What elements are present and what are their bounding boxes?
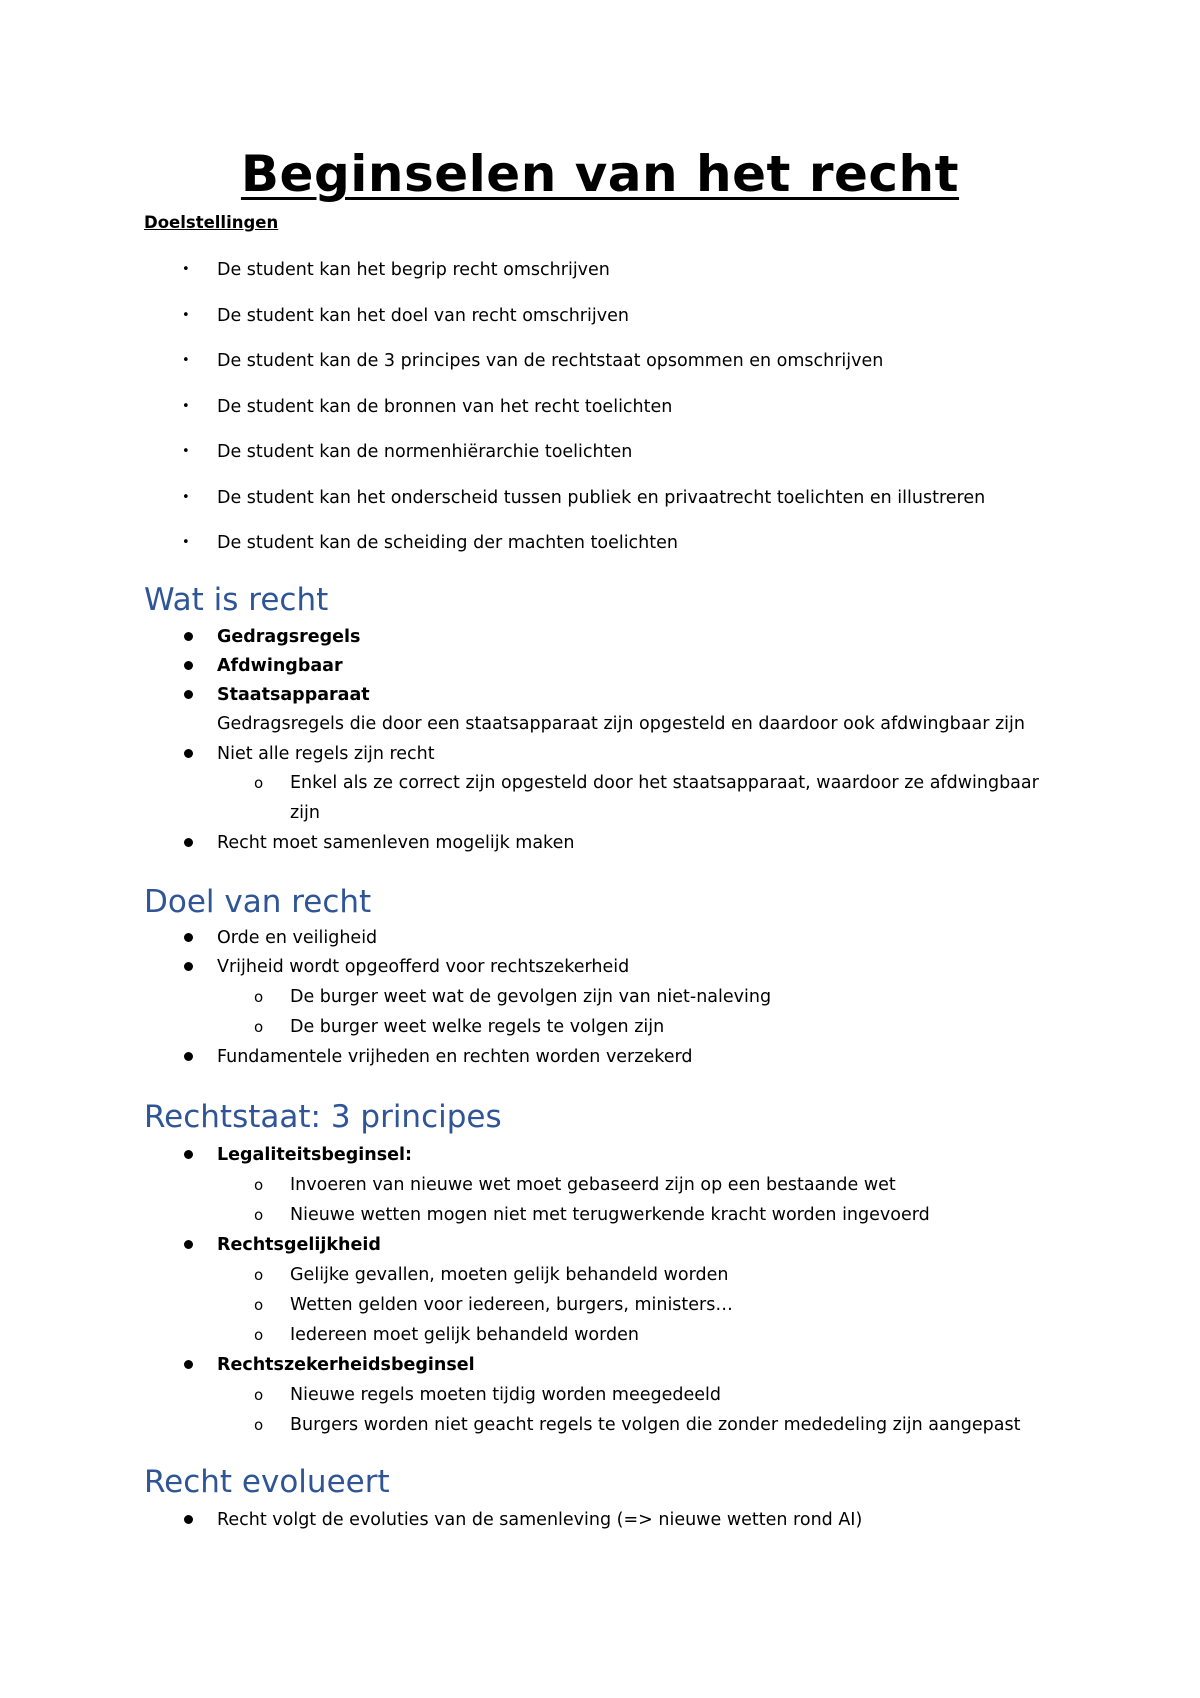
sub-list-item: Invoeren van nieuwe wet moet gebaseerd zijn op een bestaande wet xyxy=(290,1175,896,1195)
sub-list-item: De burger weet welke regels te volgen zijn xyxy=(290,1017,665,1037)
sub-bullet-glyph: o xyxy=(254,1018,264,1036)
sub-list-item: Burgers worden niet geacht regels te volgen die zonder mededeling zijn aangepast xyxy=(290,1415,1021,1435)
sub-bullet-glyph: o xyxy=(254,988,264,1006)
bullet-glyph: • xyxy=(182,262,190,277)
bullet-dot xyxy=(184,1240,193,1249)
bullet-dot xyxy=(184,838,193,847)
sub-list-item-cont: zijn xyxy=(290,803,321,823)
list-item: Recht moet samenleven mogelijk maken xyxy=(217,833,575,853)
sub-list-item: Enkel als ze correct zijn opgesteld door het staatsapparaat, waardoor ze afdwingbaar xyxy=(290,773,1039,793)
sub-list-item: Nieuwe regels moeten tijdig worden meegedeeld xyxy=(290,1385,721,1405)
sub-bullet-glyph: o xyxy=(254,1326,264,1344)
list-item: Fundamentele vrijheden en rechten worden verzekerd xyxy=(217,1047,693,1067)
list-item: Legaliteitsbeginsel: xyxy=(217,1145,413,1165)
list-item: Afdwingbaar xyxy=(217,656,343,676)
doelstellingen-label: Doelstellingen xyxy=(144,213,279,232)
bullet-glyph: • xyxy=(182,444,190,459)
sub-bullet-glyph: o xyxy=(254,1416,264,1434)
bullet-glyph: • xyxy=(182,308,190,323)
list-item: Vrijheid wordt opgeofferd voor rechtszekerheid xyxy=(217,957,630,977)
bullet-glyph: • xyxy=(182,353,190,368)
bullet-glyph: • xyxy=(182,490,190,505)
bullet-dot xyxy=(184,962,193,971)
bullet-dot xyxy=(184,1052,193,1061)
list-item-text: Gedragsregels die door een staatsapparaat zijn opgesteld en daardoor ook afdwingbaar zijn xyxy=(217,714,1025,734)
bullet-dot xyxy=(184,1515,193,1524)
sub-bullet-glyph: o xyxy=(254,1266,264,1284)
list-item: De student kan de 3 principes van de rechtstaat opsommen en omschrijven xyxy=(217,351,884,371)
sub-list-item: Wetten gelden voor iedereen, burgers, ministers… xyxy=(290,1295,733,1315)
heading-wat-is-recht: Wat is recht xyxy=(144,582,329,618)
list-item: Rechtszekerheidsbeginsel xyxy=(217,1355,475,1375)
sub-list-item: Iedereen moet gelijk behandeld worden xyxy=(290,1325,639,1345)
list-item: Gedragsregels xyxy=(217,627,361,647)
list-item: De student kan de bronnen van het recht toelichten xyxy=(217,397,673,417)
list-item: Orde en veiligheid xyxy=(217,928,378,948)
list-item: De student kan de normenhiërarchie toelichten xyxy=(217,442,633,462)
bullet-glyph: • xyxy=(182,535,190,550)
bullet-dot xyxy=(184,690,193,699)
list-item: Niet alle regels zijn recht xyxy=(217,744,435,764)
heading-recht-evolueert: Recht evolueert xyxy=(144,1464,390,1500)
sub-list-item: Nieuwe wetten mogen niet met terugwerkende kracht worden ingevoerd xyxy=(290,1205,930,1225)
document-title: Beginselen van het recht xyxy=(240,145,960,203)
bullet-dot xyxy=(184,632,193,641)
bullet-dot xyxy=(184,749,193,758)
sub-bullet-glyph: o xyxy=(254,774,264,792)
bullet-dot xyxy=(184,661,193,670)
sub-list-item: Gelijke gevallen, moeten gelijk behandeld worden xyxy=(290,1265,729,1285)
list-item: De student kan het doel van recht omschrijven xyxy=(217,306,629,326)
sub-bullet-glyph: o xyxy=(254,1386,264,1404)
heading-doel-van-recht: Doel van recht xyxy=(144,884,372,920)
list-item: De student kan het onderscheid tussen publiek en privaatrecht toelichten en illustreren xyxy=(217,488,986,508)
sub-bullet-glyph: o xyxy=(254,1176,264,1194)
list-item: Recht volgt de evoluties van de samenleving (=> nieuwe wetten rond AI) xyxy=(217,1510,863,1530)
sub-list-item: De burger weet wat de gevolgen zijn van niet-naleving xyxy=(290,987,772,1007)
list-item: Staatsapparaat xyxy=(217,685,370,705)
heading-rechtstaat: Rechtstaat: 3 principes xyxy=(144,1099,502,1135)
bullet-dot xyxy=(184,933,193,942)
list-item: De student kan het begrip recht omschrijven xyxy=(217,260,610,280)
list-item: Rechtsgelijkheid xyxy=(217,1235,381,1255)
list-item: De student kan de scheiding der machten toelichten xyxy=(217,533,678,553)
sub-bullet-glyph: o xyxy=(254,1206,264,1224)
bullet-glyph: • xyxy=(182,399,190,414)
bullet-dot xyxy=(184,1150,193,1159)
bullet-dot xyxy=(184,1360,193,1369)
sub-bullet-glyph: o xyxy=(254,1296,264,1314)
